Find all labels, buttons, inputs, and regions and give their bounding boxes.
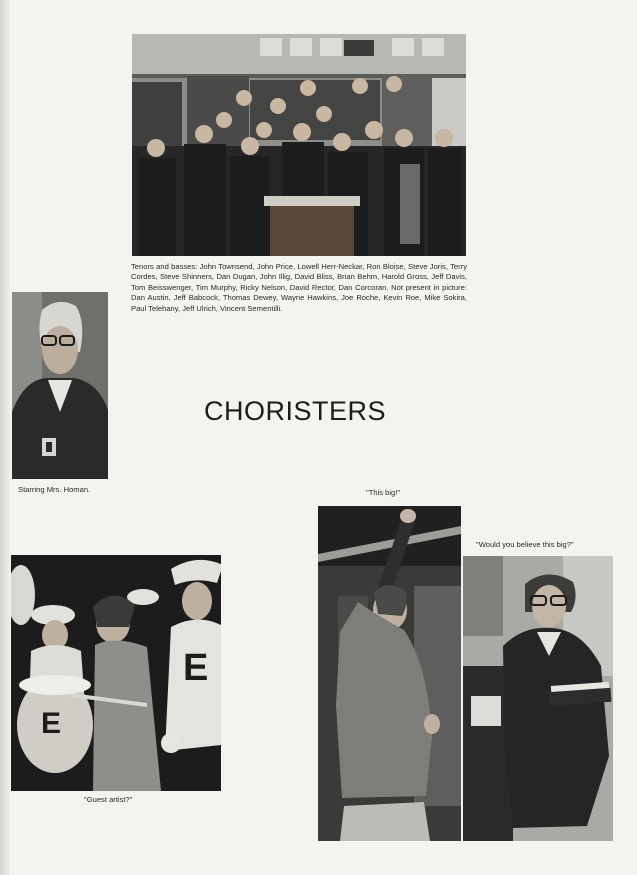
believe-photo	[463, 556, 613, 841]
guest-artist-caption: "Guest artist?"	[84, 795, 133, 804]
page-binding-edge	[0, 0, 10, 875]
group-photo-caption: Tenors and basses: John Townsend, John Price, Lowell Herr-Neckar, Ron Bloise, Steve Joris, Terry Cordes, Steve Shinners, Dan Dugan, John Illig, David Bliss, Brian Behm, Harold Gross, Jeff Davis, Tom Beisswenger, Tim Murphy, Ricky Nelson, David Rector, Dan Corcoran. Not present in picture: Dan Austin, Jeff Babcock, Thomas Dewey, Wayne Hawkins, Joe Roche, Kevin Roe, Mike Sokira, Paul Telehany, Jeff Ulrich, Vincent Sementilli.	[131, 262, 467, 313]
this-big-caption: "This big!"	[366, 488, 401, 497]
guest-artist-photo	[11, 555, 221, 791]
group-photo	[132, 34, 466, 256]
drum-letter: E	[41, 707, 62, 740]
portrait-caption: Starring Mrs. Homan.	[18, 485, 91, 494]
believe-caption: "Would you believe this big?"	[476, 540, 574, 549]
this-big-photo	[318, 506, 461, 841]
uniform-letter: E	[183, 647, 209, 689]
page-title: CHORISTERS	[203, 396, 387, 427]
portrait-photo	[12, 292, 108, 479]
